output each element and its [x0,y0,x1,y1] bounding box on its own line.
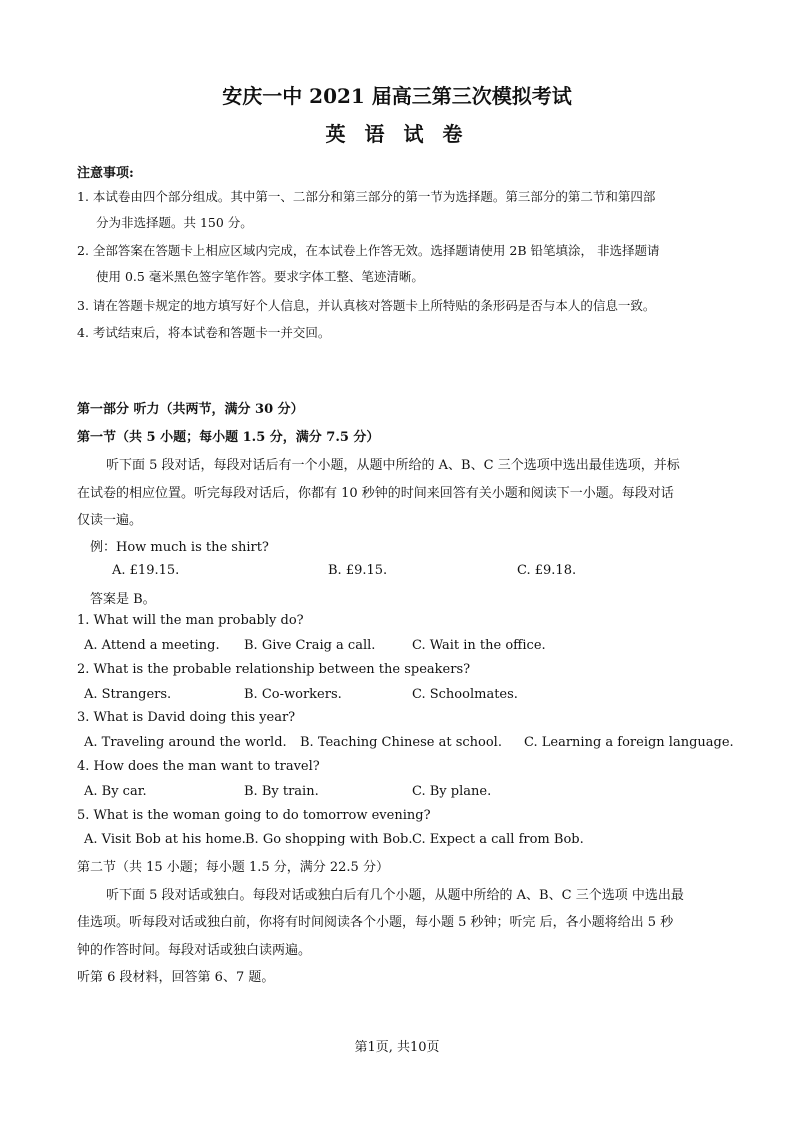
q1-option-a: A. Attend a meeting. [84,638,220,653]
q5-option-c: C. Expect a call from Bob. [412,832,584,847]
section2-instruction-2: 佳选项。听每段对话或独白前，你将有时间阅读各个小题，每小题 5 秒钟；听完 后，各小题将给出 5 秒 [77,915,674,930]
example-option-b: B. £9.15. [328,563,388,578]
part1-heading: 第一部分 听力（共两节，满分 30 分） [77,402,304,417]
notice-line-4: 4. 考试结束后，将本试卷和答题卡一并交回。 [77,325,331,340]
example-answer: 答案是 B。 [90,592,156,607]
q2-option-a: A. Strangers. [84,687,172,702]
q3-option-b: B. Teaching Chinese at school. [300,735,502,750]
instruction-line-3: 仅读一遍。 [77,513,143,528]
notice-line-3: 3. 请在答题卡规定的地方填写好个人信息，并认真核对答题卡上所特贴的条形码是否与本人的信息一致。 [77,298,656,313]
section2-instruction-3: 钟的作答时间。每段对话或独白读两遍。 [77,943,312,958]
notice-line-2-cont: 使用 0.5 毫米黑色签字笔作答。要求字体工整、笔迹清晰。 [96,269,424,284]
instruction-line-2: 在试卷的相应位置。听完每段对话后，你都有 10 秒钟的时间来回答有关小题和阅读下一小题。每段对话 [77,486,674,501]
notice-heading: 注意事项: [77,166,134,181]
q1-option-c: C. Wait in the office. [412,638,546,653]
example-option-c: C. £9.18. [517,563,577,578]
section1-heading: 第一节（共 5 小题；每小题 1.5 分，满分 7.5 分） [77,430,380,445]
section2-heading: 第二节（共 15 小题；每小题 1.5 分，满分 22.5 分） [77,860,389,875]
q4-option-b: B. By train. [244,784,319,799]
question-3: 3. What is David doing this year? [77,710,296,725]
notice-line-2: 2. 全部答案在答题卡上相应区域内完成，在本试卷上作答无效。选择题请使用 2B 铅笔填涂， 非选择题请 [77,243,660,258]
q5-option-b: B. Go shopping with Bob. [245,832,413,847]
q2-option-b: B. Co-workers. [244,687,342,702]
material-note: 听第 6 段材料，回答第 6、7 题。 [77,970,275,985]
q3-option-c: C. Learning a foreign language. [524,735,734,750]
instruction-line-1: 听下面 5 段对话，每段对话后有一个小题，从题中所给的 A、B、C 三个选项中选出最佳选项，并标 [106,458,680,473]
q2-option-c: C. Schoolmates. [412,687,518,702]
question-5: 5. What is the woman going to do tomorrow evening? [77,808,431,823]
page-number: 第1页, 共10页 [354,1040,440,1055]
question-4: 4. How does the man want to travel? [77,759,320,774]
example-option-a: A. £19.15. [112,563,180,578]
question-1: 1. What will the man probably do? [77,613,304,628]
section2-instruction-1: 听下面 5 段对话或独白。每段对话或独白后有几个小题，从题中所给的 A、B、C 三个选项 中选出最 [106,888,684,903]
q4-option-a: A. By car. [84,784,147,799]
notice-line-1: 1. 本试卷由四个部分组成。其中第一、二部分和第三部分的第一节为选择题。第三部分的第二节和第四部 [77,189,656,204]
q3-option-a: A. Traveling around the world. [84,735,287,750]
exam-title: 安庆一中 2021 届高三第三次模拟考试 [222,84,572,108]
q5-option-a: A. Visit Bob at his home. [84,832,246,847]
notice-line-1-cont: 分为非选择题。共 150 分。 [96,215,253,230]
q1-option-b: B. Give Craig a call. [244,638,376,653]
question-2: 2. What is the probable relationship between the speakers? [77,662,471,677]
example-question: 例：How much is the shirt? [90,540,269,555]
exam-subject: 英 语 试 卷 [325,122,469,146]
q4-option-c: C. By plane. [412,784,492,799]
